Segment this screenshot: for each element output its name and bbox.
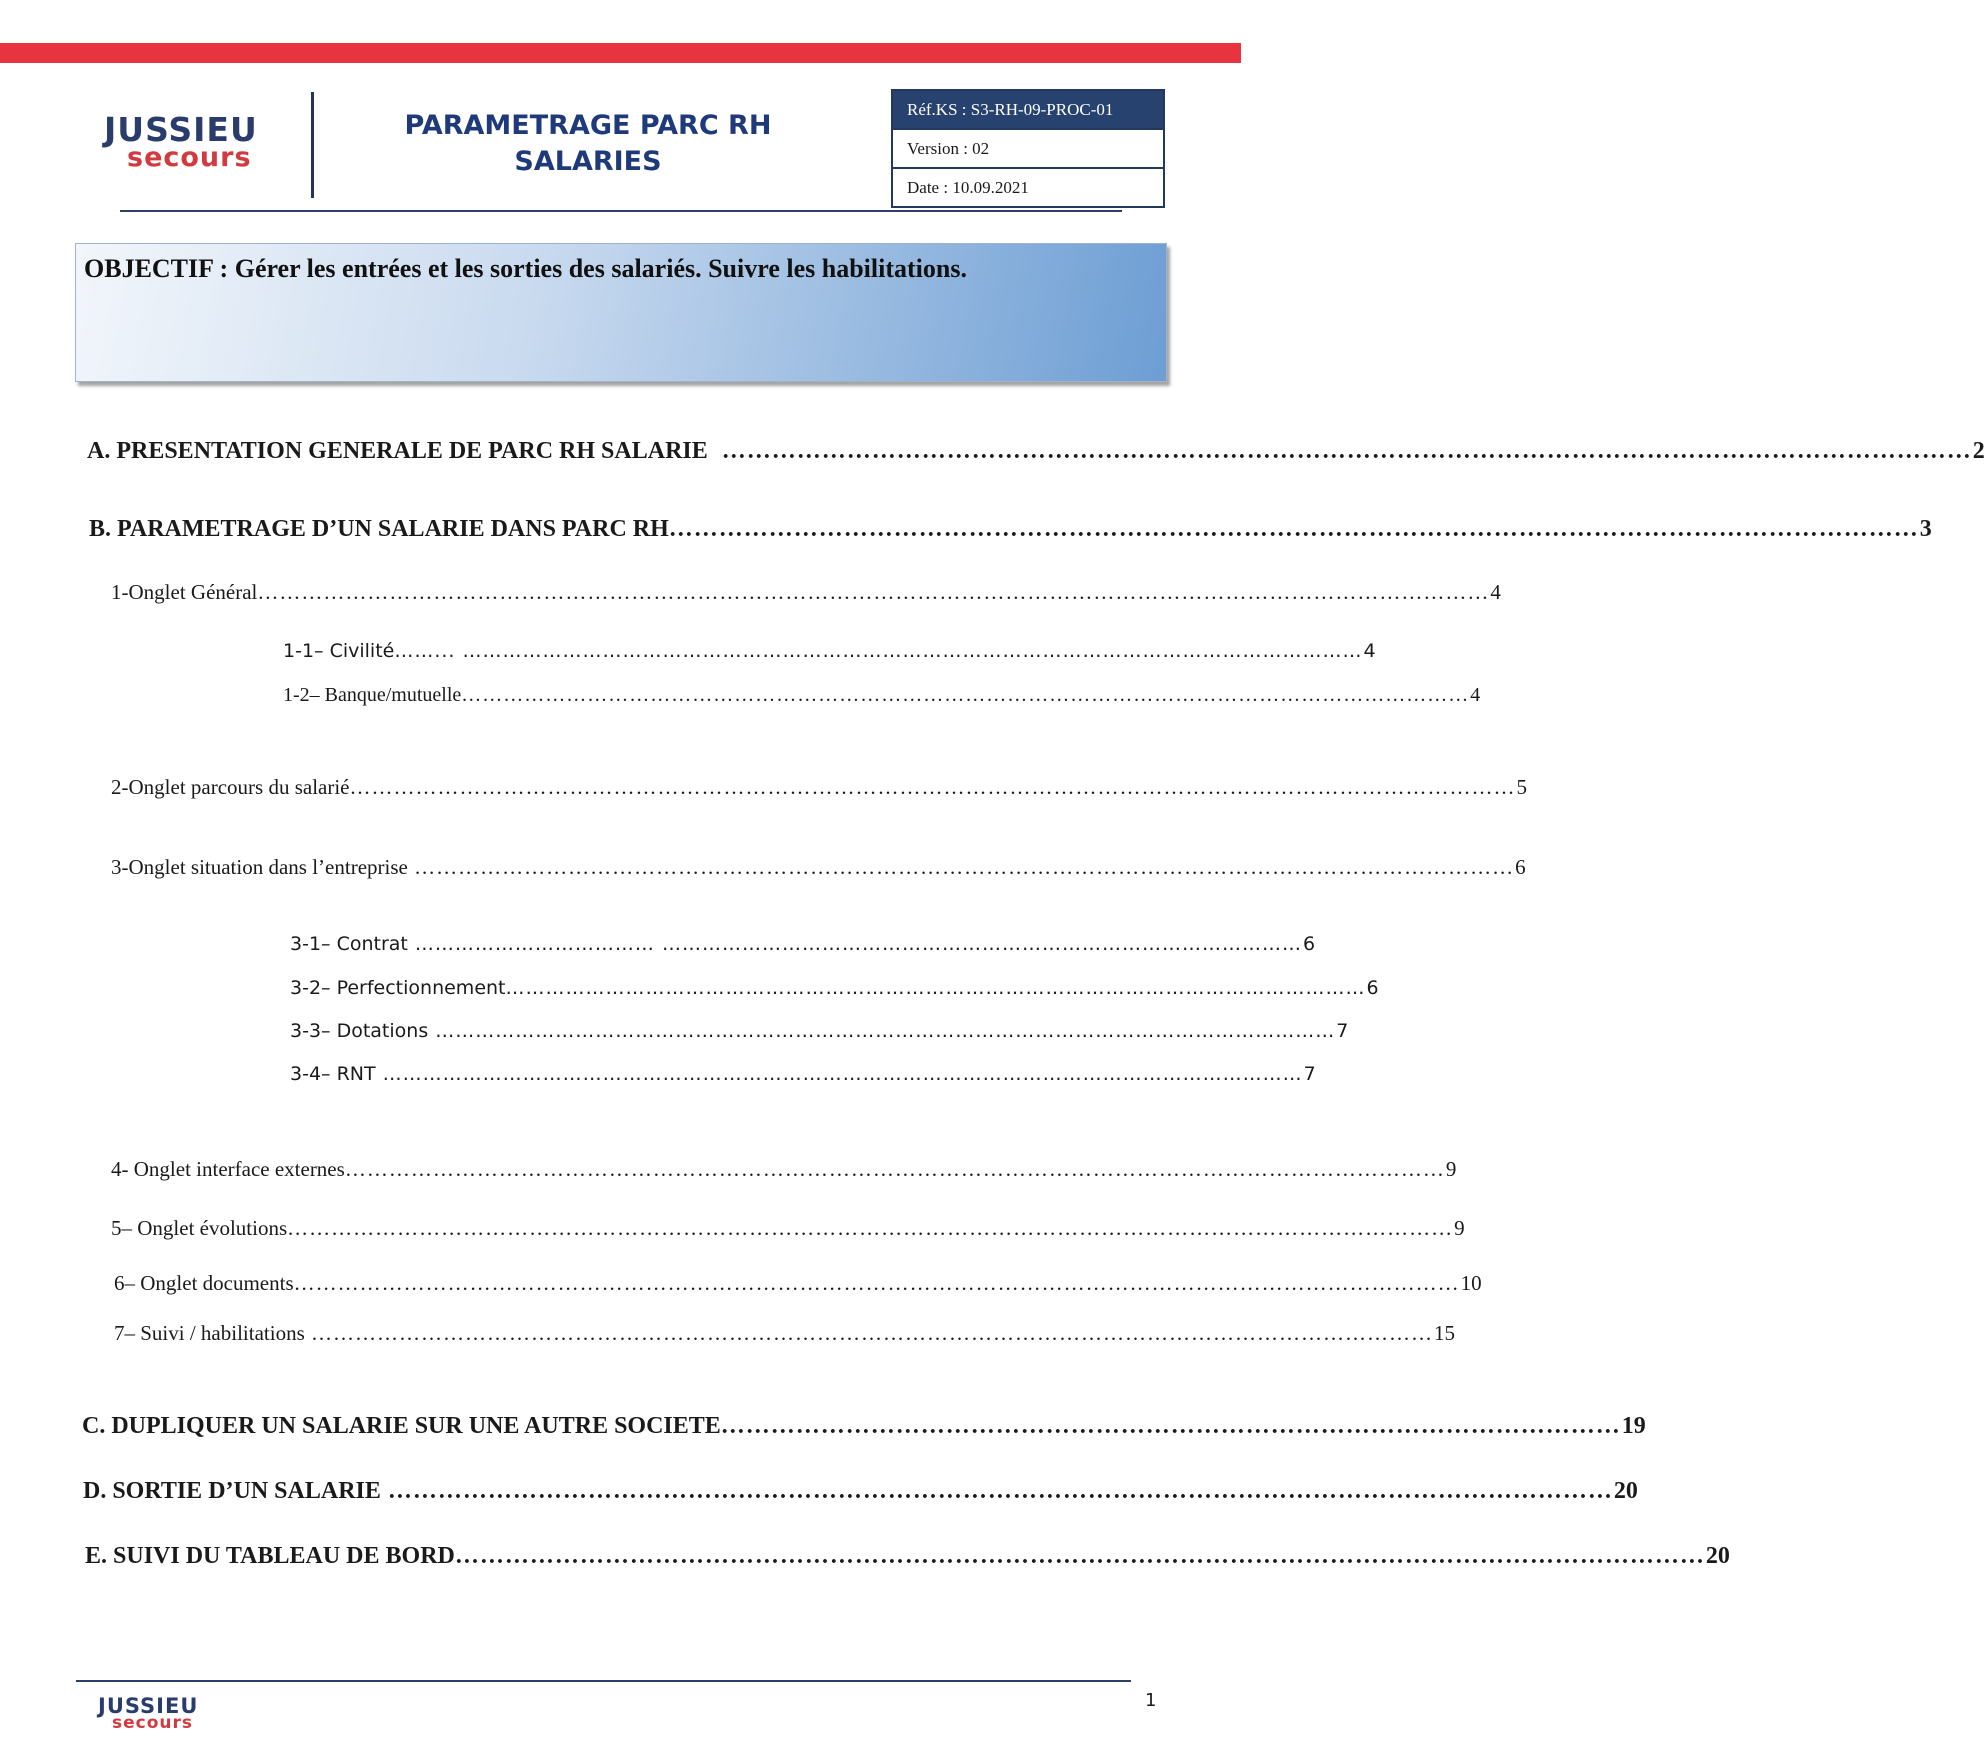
toc-leader: …………………………………………………………………………………………………………………………………………… (287, 1216, 1454, 1240)
document-title (358, 108, 818, 180)
toc-leader: …………………………………………………………………………………………………………………………………………… (293, 1271, 1460, 1295)
toc-entry[interactable] (87, 438, 1985, 465)
toc-entry[interactable] (83, 1478, 1638, 1505)
toc-label: D. SORTIE D’UN SALARIE (83, 1478, 381, 1504)
toc-label: 6– Onglet documents (114, 1271, 294, 1295)
footer-logo-line-2: secours (112, 1713, 194, 1733)
top-red-band (0, 43, 1241, 63)
toc-entry[interactable] (114, 1271, 1482, 1296)
toc-entry[interactable] (111, 1216, 1465, 1241)
page-number: 1 (1145, 1690, 1157, 1711)
toc-page: 15 (1434, 1321, 1456, 1345)
toc-label: 1-1– Civilité (283, 640, 395, 662)
toc-leader: …………………………………………………………………………………………………………………………………………………… (257, 580, 1490, 604)
toc-leader: ……………………………………………………………………………………………………………………… (428, 1020, 1336, 1042)
toc-page: 6 (1302, 933, 1316, 955)
toc-leader: …………………………………………………………………………………………………………………………………… (454, 1543, 1705, 1569)
toc-page: 2 (1972, 438, 1985, 464)
toc-page: 9 (1454, 1216, 1465, 1240)
toc-entry[interactable] (111, 775, 1527, 800)
toc-page: 4 (1490, 580, 1501, 604)
toc-entry[interactable] (283, 684, 1481, 707)
date-label: Date : 10.09.2021 (907, 178, 1029, 197)
toc-entry[interactable] (114, 1321, 1456, 1346)
toc-page: 6 (1366, 977, 1379, 999)
title-line-1: PARAMETRAGE PARC RH (404, 110, 772, 141)
toc-page: 20 (1705, 1543, 1730, 1569)
jussieu-secours-logo (104, 110, 258, 173)
toc-label: 3-2– Perfectionnement (290, 977, 506, 999)
toc-entry[interactable] (89, 516, 1932, 543)
toc-leader: ……………………………… …………………………………………………………………………………… (407, 933, 1302, 955)
toc-page: 3 (1919, 516, 1932, 542)
footer-logo-line-1: JUSSIEU (98, 1694, 199, 1718)
toc-label: 1-Onglet Général (111, 580, 258, 604)
toc-leader: ……………………………………………………………………………………………………………………………… (461, 684, 1470, 706)
logo-line-2: secours (127, 142, 252, 173)
toc-entry[interactable] (290, 1063, 1316, 1085)
toc-entry[interactable] (283, 640, 1376, 662)
toc-page: 5 (1516, 775, 1527, 799)
toc-leader: ………………………………………………………………………………………………………………… (505, 977, 1366, 999)
footer-logo (98, 1696, 198, 1732)
version-label: Version : 02 (893, 130, 1163, 169)
toc-page: 19 (1621, 1413, 1646, 1439)
toc-label: 1-2– Banque/mutuelle (283, 684, 462, 706)
toc-entry[interactable] (290, 977, 1379, 999)
toc-label: 3-3– Dotations (290, 1020, 429, 1042)
reference-code: Réf.KS : S3-RH-09-PROC-01 (893, 91, 1163, 130)
toc-leader: …………………………………………………………………………………………………………………………………… (407, 855, 1515, 879)
toc-label: 3-4– RNT (290, 1063, 376, 1085)
toc-page: 6 (1515, 855, 1526, 879)
toc-leader: ……... ……………………………………………………………………………………………………………………… (394, 640, 1363, 662)
title-line-2: SALARIES (514, 146, 662, 177)
toc-label: 2-Onglet parcours du salarié (111, 775, 350, 799)
toc-leader: ……………………………………………………………………………………………………………………………………… (304, 1321, 1434, 1345)
toc-label: E. SUIVI DU TABLEAU DE BORD (85, 1543, 455, 1569)
logo-line-1: JUSSIEU (104, 110, 258, 149)
toc-page: 9 (1445, 1157, 1457, 1181)
toc-label: A. PRESENTATION GENERALE DE PARC RH SALARIE (87, 438, 708, 464)
toc-entry[interactable] (111, 1157, 1457, 1182)
objective-banner: OBJECTIF : Gérer les entrées et les sorties des salariés. Suivre les habilitations. (75, 243, 1167, 382)
header-divider (311, 92, 314, 198)
toc-entry[interactable] (111, 580, 1501, 605)
toc-entry[interactable] (290, 1020, 1349, 1042)
toc-leader: …………………………………………………………………………………………………………………………………… (707, 438, 1972, 464)
toc-entry[interactable] (111, 855, 1526, 880)
toc-leader: …………………………………………………………………………………………………………………………………………… (349, 775, 1516, 799)
toc-label: 5– Onglet évolutions (111, 1216, 288, 1240)
toc-label: 3-1– Contrat (290, 933, 408, 955)
toc-label: 7– Suivi / habilitations (114, 1321, 305, 1345)
toc-page: 4 (1470, 684, 1481, 706)
toc-page: 7 (1336, 1020, 1349, 1042)
toc-label: 4- Onglet interface externes (111, 1157, 345, 1181)
toc-page: 10 (1460, 1271, 1482, 1295)
toc-page: 20 (1613, 1478, 1638, 1504)
toc-label: B. PARAMETRAGE D’UN SALARIE DANS PARC RH (89, 516, 669, 542)
toc-entry[interactable] (85, 1543, 1730, 1570)
toc-label: C. DUPLIQUER UN SALARIE SUR UNE AUTRE SOCIETE (82, 1413, 721, 1439)
toc-leader: ……………………………………………………………………………………………… (720, 1413, 1621, 1439)
toc-entry[interactable] (290, 933, 1316, 955)
toc-leader: …………………………………………………………………………………………………………………………………… (668, 516, 1919, 542)
header-rule (120, 210, 1122, 212)
toc-label: 3-Onglet situation dans l’entreprise (111, 855, 408, 879)
footer-rule (76, 1680, 1131, 1682)
toc-page: 7 (1303, 1063, 1316, 1085)
toc-leader: …………………………………………………………………………………………………………………………………… (344, 1157, 1445, 1181)
toc-leader: ………………………………………………………………………………………………………………………… (375, 1063, 1303, 1085)
toc-page: 4 (1363, 640, 1376, 662)
toc-entry[interactable] (82, 1413, 1646, 1440)
document-reference-box (891, 89, 1165, 208)
toc-leader: ………………………………………………………………………………………………………………………………… (380, 1478, 1613, 1504)
